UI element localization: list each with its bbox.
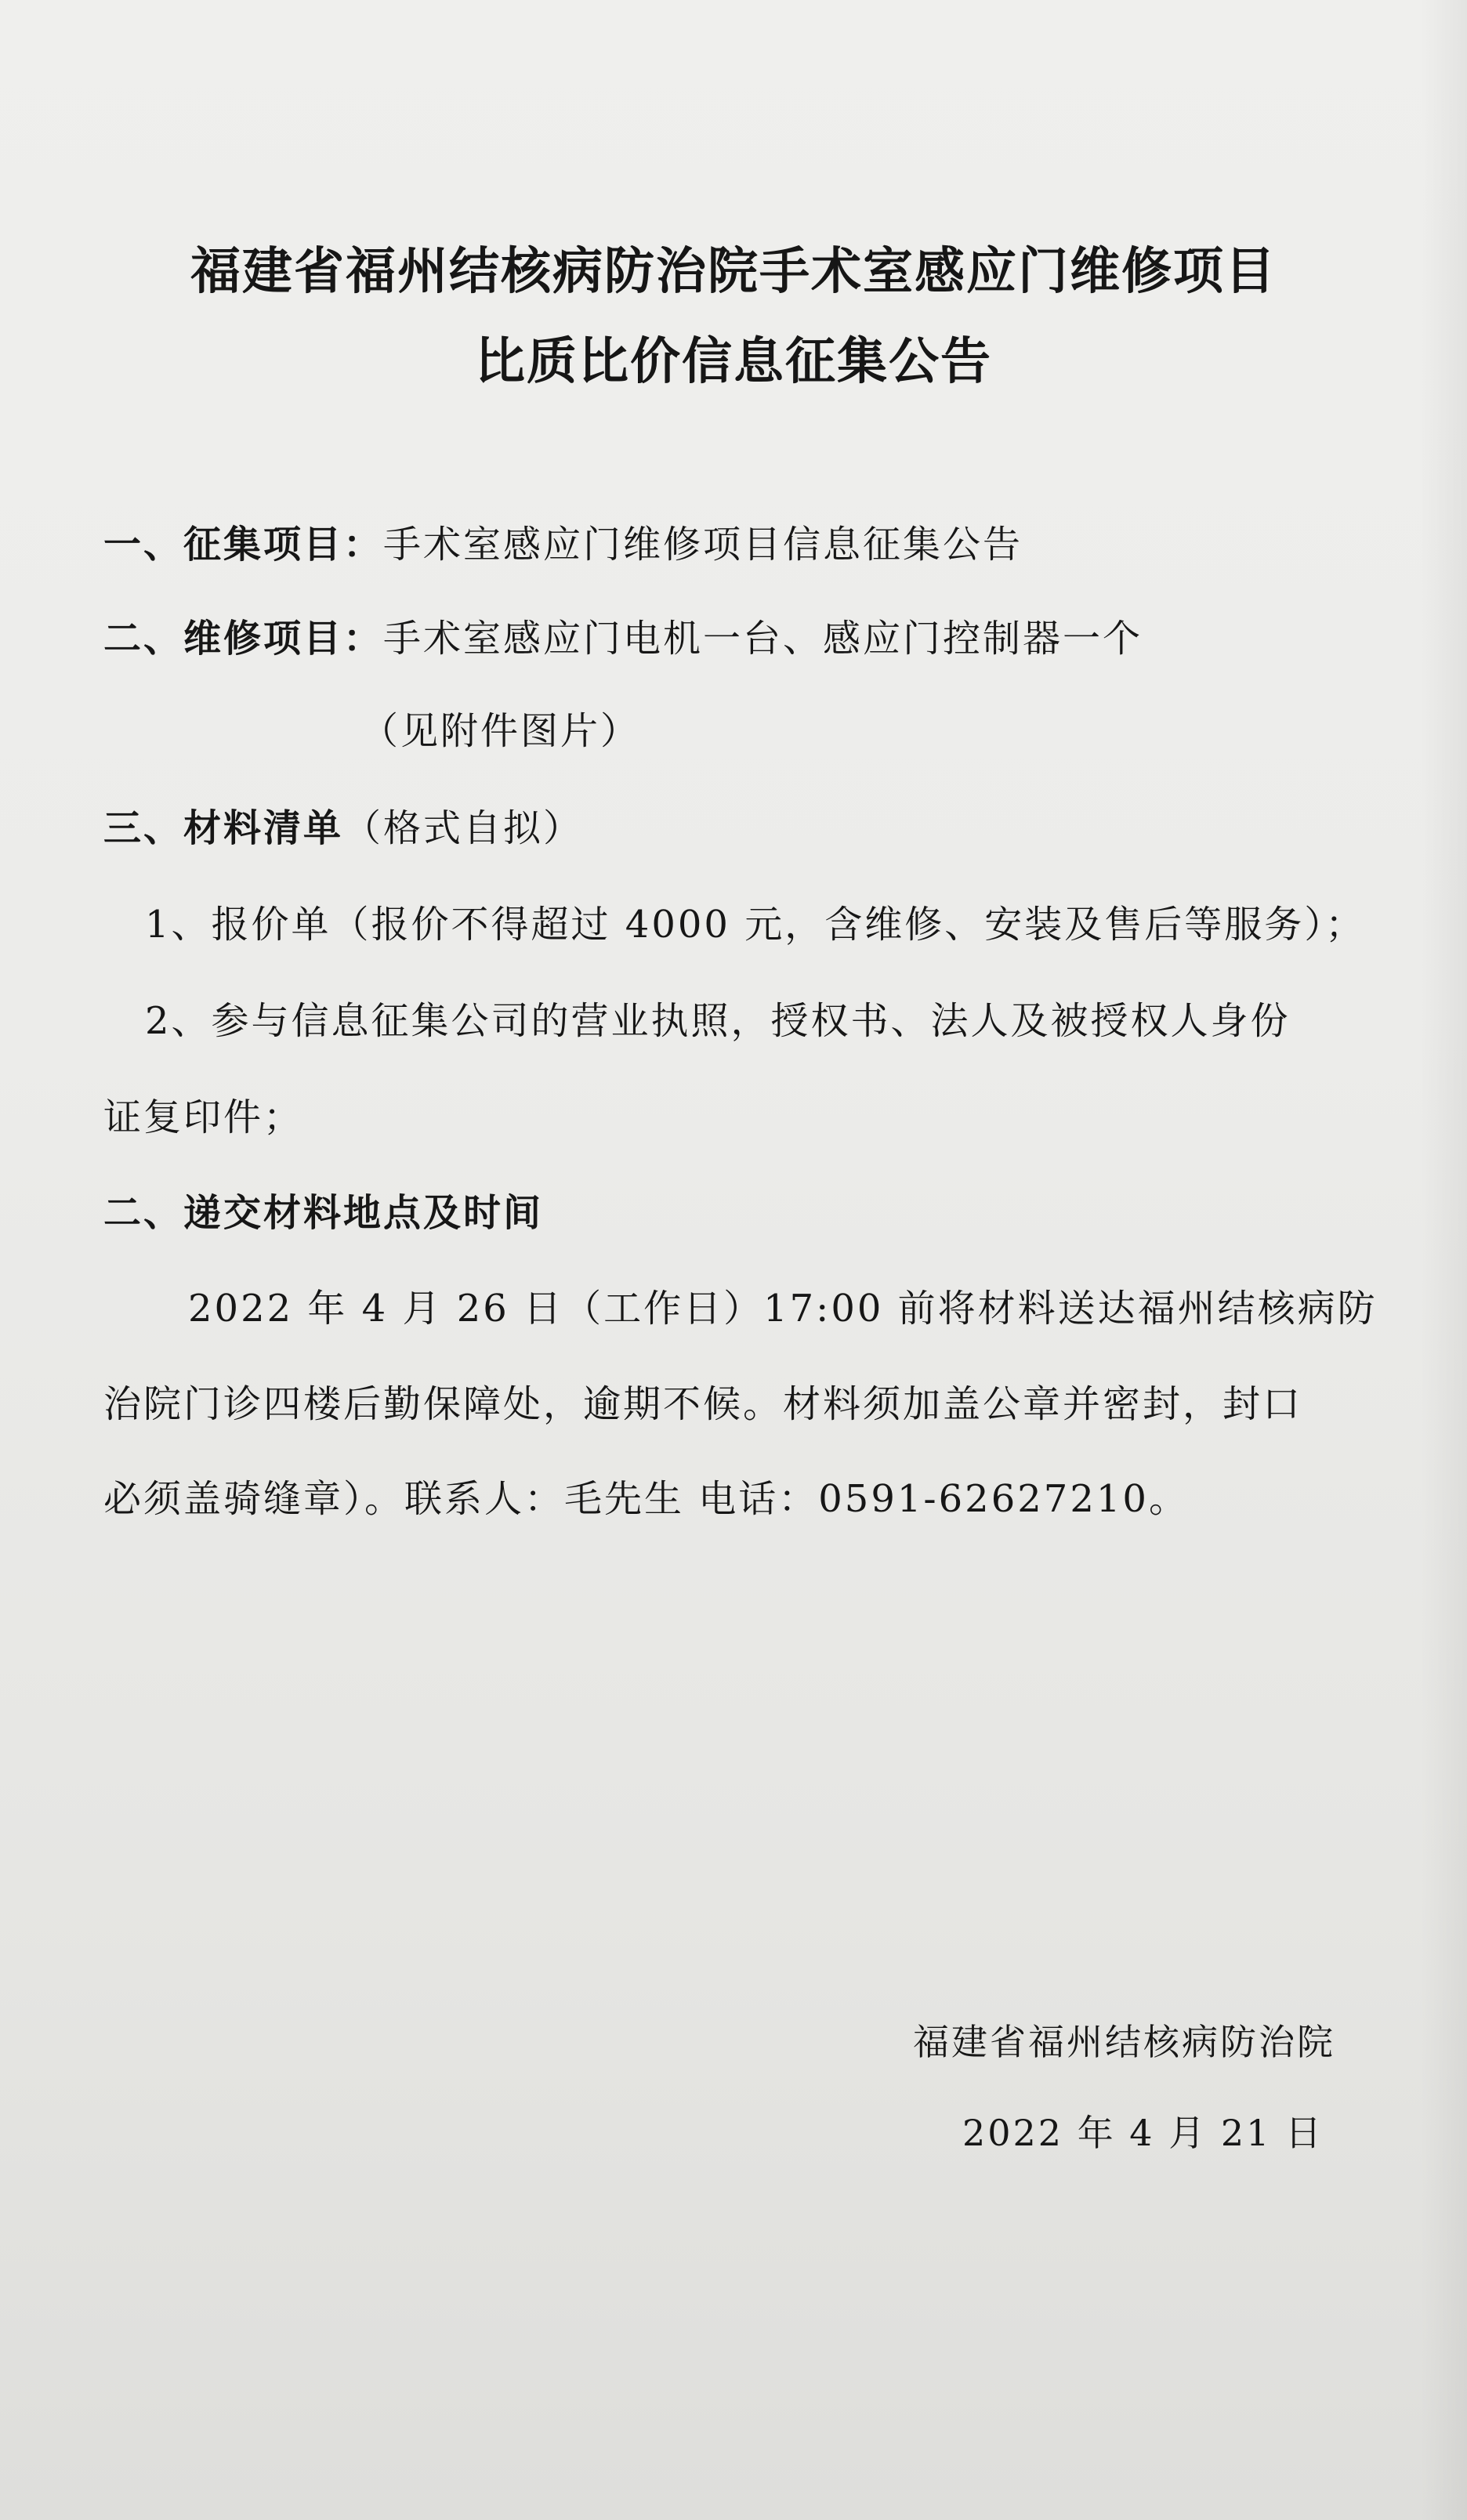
section-label: 二、维修项目： — [103, 617, 384, 661]
section-label: 三、材料清单 — [103, 806, 344, 850]
section-note: （格式自拟） — [343, 806, 584, 850]
document-title-line-2: 比质比价信息征集公告 — [475, 333, 992, 391]
attachment-note: （见附件图片） — [360, 709, 641, 753]
submission-paragraph-line-1: 2022 年 4 月 26 日（工作日）17:00 前将材料送达福州结核病防 — [188, 1287, 1378, 1331]
signature-date: 2022 年 4 月 21 日 — [962, 2112, 1324, 2154]
list-item-documents: 2、参与信息征集公司的营业执照，授权书、法人及被授权人身份 — [145, 999, 1291, 1043]
submission-paragraph-line-3: 必须盖骑缝章）。联系人：毛先生 电话：0591-62627210。 — [103, 1477, 1189, 1521]
section-submission-heading: 二、递交材料地点及时间 — [103, 1191, 544, 1235]
section-collection-project — [103, 521, 1023, 568]
submission-paragraph-line-2: 治院门诊四楼后勤保障处，逾期不候。材料须加盖公章并密封，封口 — [103, 1382, 1303, 1426]
section-text: 手术室感应门电机一台、感应门控制器一个 — [383, 617, 1143, 661]
section-text: 手术室感应门维修项目信息征集公告 — [383, 523, 1023, 567]
list-item-quotation: 1、报价单（报价不得超过 4000 元，含维修、安装及售后等服务）； — [145, 903, 1366, 947]
section-label: 一、征集项目： — [103, 523, 384, 567]
signature-organization: 福建省福州结核病防治院 — [913, 2021, 1335, 2063]
document-title-line-1: 福建省福州结核病防治院手术室感应门维修项目 — [190, 243, 1277, 301]
section-materials-list — [103, 805, 583, 852]
section-repair-items — [103, 615, 1143, 662]
list-item-documents-cont: 证复印件； — [103, 1095, 304, 1139]
